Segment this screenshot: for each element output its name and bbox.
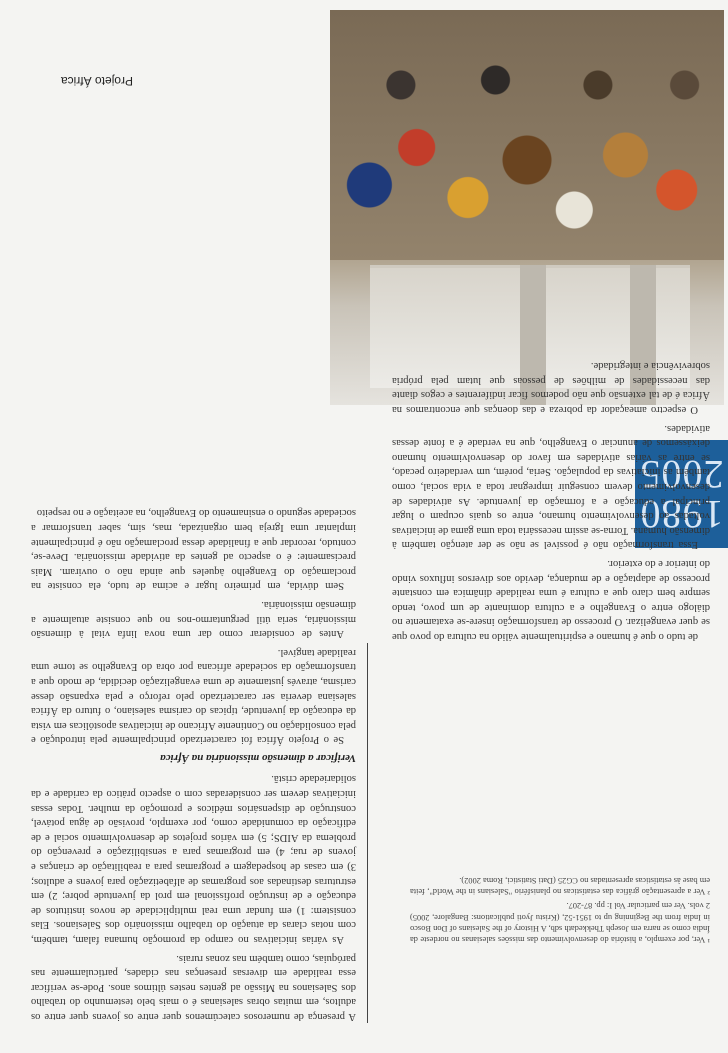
paragraph: Se o Projeto África foi caracterizado principalmente pela introdução e pela consolidação no Continente Africano de iniciativas apostólicas em vista da educação da juventude, típicas do carisma salesiano, o futuro da África salesiana deveria ser caracterizado pelo reforço e pela expansão desse carisma, através justamente de uma evangelização decidida, de modo que a transformação da sociedade africana por obra do Evangelho se torne uma realidade tangível. [31,646,356,746]
paragraph: O espectro ameaçador da pobreza e das doenças que encontramos na África é de tal extensão que não podemos ficar indiferentes e cegos diante das necessidades de milhões de pessoas que lutam pela própria sobrevivência e integridade. [392,360,710,416]
column-divider-top [367,643,368,1023]
text-column-left [392,354,710,643]
footnote: ² Ver a apresentação gráfica das estatísticas no planisfério "Salesians in the World", feita em base às estatísticas apresentadas no CG25 (Dati Statistici, Roma 2002). [410,875,710,897]
footnote: ¹ Ver, por exemplo, a história do desenvolvimento das missões salesianas no nordeste da Índia como se narra em Joseph Thekkedath sdb, A History of the Salesians of Don Bosco in India from the Beginning up to 1951-52, (Kristu Jyoti publications: Bangalore, 2005) 2 vols. Ver em particular Vol I: pp. 87-207. [410,901,710,944]
year-end: 2005 [639,452,724,497]
year-start: 1980 [639,492,724,537]
paragraph: As várias iniciativas no campo da promoção humana falam, também, com notas claras da atuação do trabalho missionário dos Salesianos. Elas consistem: 1) em fundar uma real multiplicidade de novos institutos de educação e de instrução profissional em prol da juventude pobre; 2) em estruturas destinadas aos programas de alfabetização para jovens e adultos; 3) em casas de hospedagem e programas para a reabilitação de crianças e jovens de rua; 4) em programas para a sensibilização e prevenção do problema da AIDS; 5) em vários projetos de desenvolvimento social e de edificação da comunidade como, por exemplo, provisão de água potável, construção de dispensários médicos e promoção da mulher. Todas essas iniciativas devem ser consideradas com o aspecto prático da caridade e da solidariedade cristã. [31,773,356,946]
text-column-right [31,501,356,1023]
paragraph: Essa transformação não é possível se não se der atenção também à dimensão humana. Torna-se assim necessária toda uma gama de iniciativas voltadas ao desenvolvimento humano, entre os quais ocupam o lugar principal a educação e a formação da juventude. As atividades de desenvolvimento devem conseguir impregnar toda a vida social, como também as iniciativas da população. Seria, porém, um verdadeiro pecado, se entre as várias atividades em favor do desenvolvimento humano deixássemos de anunciar o Evangelho, que na verdade é a fonte dessas atividades. [392,422,710,551]
crowd-people-area [330,10,724,260]
section-heading: Verificar a dimensão missionária na África [160,751,356,764]
crowd-photo [330,10,724,405]
paragraph: Sem dúvida, em primeiro lugar e acima de tudo, ela consiste na proclamação do Evangelho àqueles que ainda não o ouviram. Mais precisamente: é o aspecto ad gentes da atividade missionária. Deve-se, contudo, recordar que a finalidade dessa proclamação não é principalmente implantar uma Igreja bem organizada, mas, sim, saber transformar a sociedade segundo o ensinamento do Evangelho, na aceitação e no respeito [31,507,356,592]
paragraph: A presença de numerosos catecúmenos quer entre os jovens quer entre os adultos, em muitas obras salesianas é o mais belo testemunho do trabalho dos Salesianos na Missão ad gentes nestes últimos anos. Pode-se verificar essa realidade em diversas presenças nas cidades, particularmente nas paróquias, como também nas zonas rurais. [31,952,356,1022]
paragraph: Antes de considerar como dar uma nova linfa vital à dimensão missionária, seria útil perguntarmo-nos no que consiste atualmente a dimensão missionária. [31,598,356,640]
running-header-title: Projeto África [60,74,133,88]
paragraph: de tudo o que é humano e espiritualmente válido na cultura do povo que se quer evangelizar. O processo de transformação insere-se exatamente no diálogo entre o Evangelho e a cultura dominante de um povo, tendo sempre bem claro que a cultura é uma realidade dinâmica em constante processo de adaptação e de mudança, devido aos diversos influxos vindo do interior e do exterior. [392,558,710,642]
